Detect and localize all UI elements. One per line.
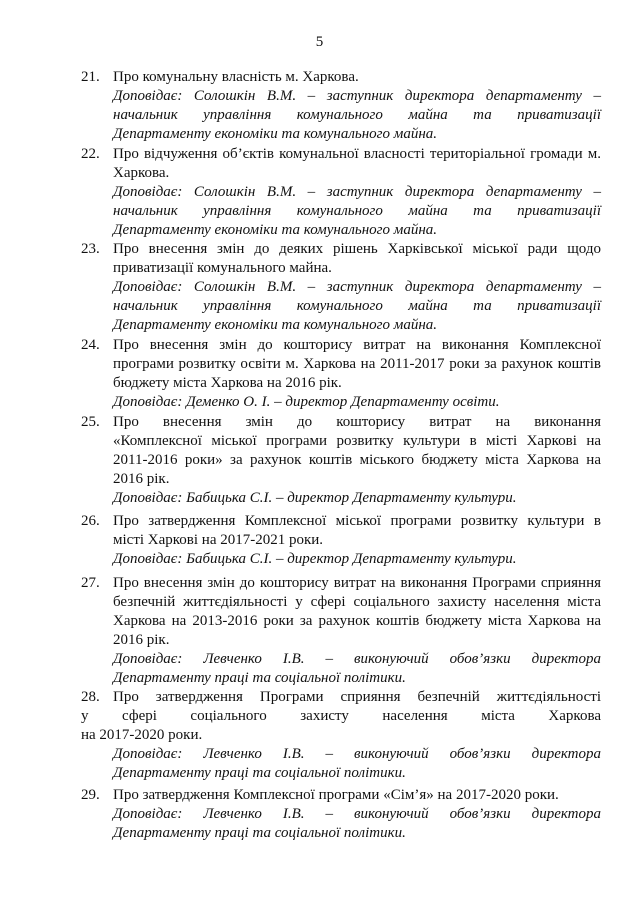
item-title (113, 240, 601, 278)
item-speaker (113, 650, 601, 688)
item-title (113, 512, 601, 550)
item-title (113, 574, 601, 650)
item-speaker (113, 87, 601, 144)
item-number: 23. (81, 241, 100, 257)
title-line: Про затвердження Програми сприяння безпечній життєдіяльності (113, 689, 601, 705)
speaker-line: Департаменту економіки та комунального майна. (113, 126, 438, 142)
agenda-item-24 (81, 336, 601, 412)
item-title (113, 336, 601, 393)
item-number: 24. (81, 337, 100, 353)
speaker-line: Доповідає: Солошкін В.М. – заступник директора департаменту – (113, 184, 601, 200)
speaker-line: Доповідає: Левченко І.В. – виконуючий обов’язки директора (113, 746, 601, 762)
item-title (113, 68, 601, 87)
item-speaker (113, 183, 601, 240)
item-speaker (113, 393, 601, 412)
title-line: місті Харкові на 2017-2021 роки. (113, 532, 324, 548)
speaker-line: Доповідає: Левченко І.В. – виконуючий обов’язки директора (113, 806, 601, 822)
title-line: Харкова. (113, 165, 170, 181)
speaker-line: Доповідає: Левченко І.В. – виконуючий обов’язки директора (113, 651, 601, 667)
item-speaker (113, 278, 601, 335)
item-number: 21. (81, 69, 100, 85)
speaker-line: Доповідає: Бабицька С.І. – директор Департаменту культури. (113, 551, 517, 567)
item-number: 29. (81, 787, 100, 803)
title-line: безпечній життєдіяльності у сфері соціального захисту населення міста (113, 594, 601, 610)
agenda-item-28 (81, 688, 601, 783)
title-line: програми розвитку освіти м. Харкова на 2011-2017 роки за рахунок коштів (113, 356, 601, 372)
title-line: Про затвердження Комплексної програми «Сім’я» на 2017-2020 роки. (113, 787, 559, 803)
item-number: 28. (81, 689, 100, 705)
title-line: Про внесення змін до деяких рішень Харківської міської ради щодо (113, 241, 601, 257)
item-speaker (113, 805, 601, 843)
title-line: приватизації комунального майна. (113, 260, 332, 276)
title-line: Про затвердження Комплексної міської програми розвитку культури в (113, 513, 601, 529)
agenda-item-22 (81, 145, 601, 240)
title-line: на 2017-2020 роки. (81, 727, 203, 743)
item-speaker (113, 745, 601, 783)
speaker-line: Департаменту економіки та комунального майна. (113, 317, 438, 333)
agenda-item-21 (81, 68, 601, 144)
title-line: Про комунальну власність м. Харкова. (113, 69, 359, 85)
speaker-line: Доповідає: Деменко О. І. – директор Департаменту освіти. (113, 394, 500, 410)
item-title (113, 413, 601, 489)
title-line: «Комплексної міської програми розвитку культури в місті Харкові на (113, 433, 601, 449)
title-line: 2016 рік. (113, 471, 170, 487)
speaker-line: начальник управління комунального майна та приватизації (113, 298, 601, 314)
item-speaker (113, 550, 601, 569)
speaker-line: Доповідає: Солошкін В.М. – заступник директора департаменту – (113, 279, 601, 295)
item-number: 22. (81, 146, 100, 162)
title-line: Харкова на 2013-2016 роки за рахунок коштів бюджету міста Харкова на (113, 613, 601, 629)
title-line: 2016 рік. (113, 632, 170, 648)
agenda-item-23 (81, 240, 601, 335)
agenda-item-26 (81, 512, 601, 569)
item-title (113, 786, 601, 805)
speaker-line: Департаменту праці та соціальної політики. (113, 670, 406, 686)
agenda-item-29 (81, 786, 601, 843)
speaker-line: Доповідає: Бабицька С.І. – директор Департаменту культури. (113, 490, 517, 506)
item-number: 27. (81, 575, 100, 591)
item-title (113, 145, 601, 183)
title-line: Про внесення змін до кошторису витрат на виконання Програми сприяння (113, 575, 601, 591)
speaker-line: начальник управління комунального майна та приватизації (113, 107, 601, 123)
page-number: 5 (315, 34, 324, 50)
item-speaker (113, 489, 601, 508)
speaker-line: начальник управління комунального майна та приватизації (113, 203, 601, 219)
item-number: 25. (81, 414, 100, 430)
agenda-item-27 (81, 574, 601, 688)
speaker-line: Департаменту економіки та комунального майна. (113, 222, 438, 238)
title-line: Про внесення змін до кошторису витрат на виконання Комплексної (113, 337, 601, 353)
title-line: у сфері соціального захисту населення міста Харкова (81, 708, 601, 724)
agenda-item-25 (81, 413, 601, 508)
speaker-line: Доповідає: Солошкін В.М. – заступник директора департаменту – (113, 88, 601, 104)
title-line: бюджету міста Харкова на 2016 рік. (113, 375, 342, 391)
speaker-line: Департаменту праці та соціальної політики. (113, 765, 406, 781)
title-line: Про внесення змін до кошторису витрат на виконання (113, 414, 601, 430)
title-line: Про відчуження об’єктів комунальної власності територіальної громади м. (113, 146, 601, 162)
speaker-line: Департаменту праці та соціальної політики. (113, 825, 406, 841)
item-number: 26. (81, 513, 100, 529)
title-line: 2011-2016 роки» за рахунок коштів міського бюджету міста Харкова на (113, 452, 601, 468)
